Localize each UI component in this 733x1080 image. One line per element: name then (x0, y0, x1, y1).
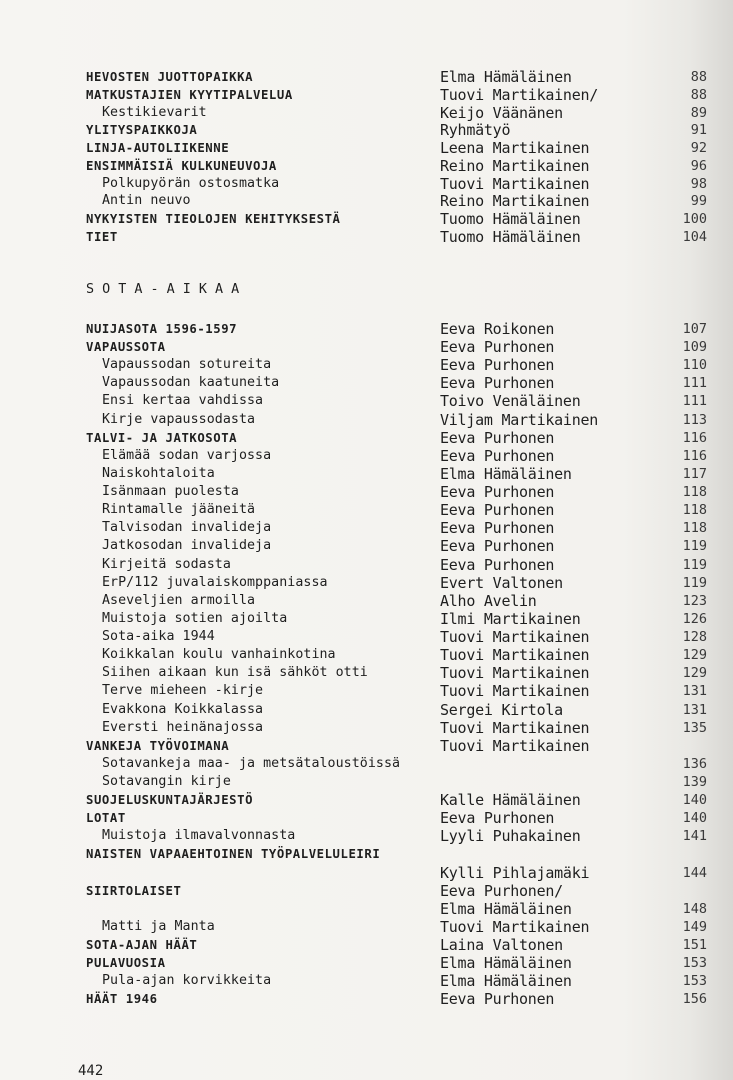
toc-entry-page: 119 (682, 556, 707, 573)
toc-entry-subtitle: ErP/112 juvalaiskomppaniassa (102, 574, 328, 590)
toc-entry-author: Ilmi Martikainen (440, 609, 581, 628)
toc-entry-author: Kylli Pihlajamäki (440, 863, 590, 882)
toc-entry-page: 123 (682, 592, 707, 609)
toc-entry-page: 109 (682, 339, 707, 356)
toc-entry-subtitle: Elämää sodan varjossa (102, 447, 272, 463)
toc-entry-page: 149 (682, 918, 707, 935)
toc-entry-page: 100 (682, 211, 707, 227)
toc-entry-author: Tuomo Hämäläinen (440, 210, 581, 228)
toc-entry (0, 210, 733, 228)
toc-entry-subtitle: Pula-ajan korvikkeita (102, 973, 272, 989)
toc-entry (0, 501, 733, 519)
toc-entry-title: ENSIMMÄISIÄ KULKUNEUVOJA (86, 158, 277, 173)
toc-entry-page: 128 (682, 629, 707, 646)
toc-entry (0, 104, 733, 122)
toc-entry (0, 646, 733, 664)
toc-entry-page: 118 (682, 520, 707, 537)
toc-entry-title: TALVI- JA JATKOSOTA (86, 430, 238, 445)
toc-entry-author: Tuomo Hämäläinen (440, 227, 581, 246)
toc-entry (0, 791, 733, 809)
toc-entry-author: Tuovi Martikainen/ (440, 85, 599, 104)
toc-entry-page: 136 (682, 755, 707, 772)
toc-entry-page: 104 (682, 228, 707, 245)
toc-entry-author: Tuovi Martikainen (440, 718, 590, 737)
toc-entry (0, 68, 733, 86)
toc-entry (0, 845, 733, 863)
toc-entry (0, 610, 733, 628)
toc-entry (0, 827, 733, 845)
toc-entry-page: 96 (690, 157, 707, 174)
toc-entry-page: 111 (682, 393, 707, 410)
toc-entry-author: Viljam Martikainen (440, 410, 599, 429)
toc-entry (0, 664, 733, 682)
toc-entry-title: SIIRTOLAISET (86, 883, 182, 898)
toc-entry-page: 92 (690, 140, 707, 156)
toc-entry (0, 447, 733, 465)
toc-entry-page: 129 (682, 665, 707, 682)
toc-entry-author: Sergei Kirtola (440, 700, 563, 719)
toc-entry-author: Tuovi Martikainen (440, 664, 590, 683)
toc-entry (0, 483, 733, 501)
toc-entry-title: SUOJELUSKUNTAJÄRJESTÖ (86, 793, 254, 808)
toc-entry-author: Elma Hämäläinen (440, 68, 572, 86)
toc-entry (0, 864, 733, 882)
toc-entry-subtitle: Aseveljien armoilla (102, 592, 256, 608)
toc-entry (0, 737, 733, 755)
toc-entry-author: Eeva Purhonen (440, 809, 555, 828)
toc-entry-subtitle: Sota-aika 1944 (102, 629, 215, 645)
toc-entry-subtitle: Antin neuvo (102, 193, 191, 209)
toc-entry-page: 141 (682, 828, 707, 845)
toc-entry-page: 88 (690, 86, 707, 103)
toc-entry (0, 537, 733, 555)
toc-entry (0, 356, 733, 374)
toc-entry (0, 574, 733, 592)
toc-entry-subtitle: Muistoja ilmavalvonnasta (102, 828, 296, 844)
toc-entry-author: Elma Hämäläinen (440, 899, 572, 918)
toc-entry-author: Eeva Purhonen (440, 990, 555, 1009)
toc-entry-author: Eeva Purhonen/ (440, 881, 563, 900)
page-number: 442 (78, 1063, 104, 1079)
toc-entry-page: 140 (682, 810, 707, 827)
toc-entry (0, 773, 733, 791)
toc-entry (0, 228, 733, 246)
toc-entry-title: NAISTEN VAPAAEHTOINEN TYÖPALVELULEIRI (86, 847, 381, 862)
toc-entry-title: NUIJASOTA 1596-1597 (86, 322, 238, 336)
toc-entry-subtitle: Matti ja Manta (102, 918, 215, 934)
toc-entry (0, 936, 733, 954)
toc-entry (0, 121, 733, 139)
toc-entry-page: 117 (682, 465, 707, 482)
toc-entry-page: 131 (682, 683, 707, 700)
toc-entry-page: 113 (682, 411, 707, 428)
toc-entry-subtitle: Sotavangin kirje (102, 774, 231, 789)
toc-entry-page: 144 (682, 864, 707, 881)
toc-entry-author: Reino Martikainen (440, 192, 590, 211)
toc-entry (0, 755, 733, 773)
toc-entry-page: 139 (682, 774, 707, 790)
toc-entry-author: Lyyli Puhakainen (440, 827, 581, 846)
toc-entry-page: 151 (682, 937, 707, 954)
toc-entry-subtitle: Vapaussodan sotureita (102, 357, 272, 373)
toc-entry-author: Alho Avelin (440, 591, 537, 610)
toc-entry-page: 118 (682, 502, 707, 519)
toc-entry-subtitle: Talvisodan invalideja (102, 520, 272, 536)
toc-entry-page: 88 (690, 69, 707, 85)
toc-entry-author: Leena Martikainen (440, 139, 590, 157)
toc-entry-author: Elma Hämäläinen (440, 954, 572, 973)
toc-entry-author: Eeva Purhonen (440, 483, 555, 502)
section-heading: S O T A - A I K A A (86, 282, 240, 297)
toc-entry (0, 374, 733, 392)
toc-entry-title: NYKYISTEN TIEOLOJEN KEHITYKSESTÄ (86, 212, 341, 226)
toc-entry-page: 119 (682, 574, 707, 591)
toc-entry (0, 954, 733, 972)
toc-entry-title: YLITYSPAIKKOJA (86, 123, 198, 138)
toc-entry-subtitle: Muistoja sotien ajoilta (102, 610, 288, 626)
toc-entry (0, 320, 733, 338)
toc-entry-page: 89 (690, 104, 707, 121)
toc-entry (0, 809, 733, 827)
toc-entry-subtitle: Rintamalle jääneitä (102, 502, 256, 518)
toc-entry-author: Eeva Purhonen (440, 555, 555, 574)
toc-entry-title: MATKUSTAJIEN KYYTIPALVELUA (86, 87, 293, 102)
toc-entry-subtitle: Terve mieheen -kirje (102, 683, 264, 699)
toc-entry (0, 882, 733, 900)
toc-entry-title: SOTA-AJAN HÄÄT (86, 938, 198, 953)
toc-entry-page: 135 (682, 719, 707, 736)
toc-entry-author: Elma Hämäläinen (440, 464, 572, 483)
toc-entry-subtitle: Ensi kertaa vahdissa (102, 393, 264, 409)
toc-entry-page: 140 (682, 792, 707, 809)
toc-entry-author: Eeva Roikonen (440, 320, 555, 338)
toc-entry (0, 465, 733, 483)
toc-entry-page: 148 (682, 900, 707, 917)
toc-entry (0, 918, 733, 936)
toc-entry (0, 392, 733, 410)
toc-entry-author: Eeva Purhonen (440, 338, 555, 357)
toc-entry (0, 338, 733, 356)
toc-entry (0, 628, 733, 646)
toc-entry-author: Tuovi Martikainen (440, 917, 590, 936)
toc-entry-title: TIET (86, 229, 118, 244)
toc-entry (0, 592, 733, 610)
toc-entry-subtitle: Siihen aikaan kun isä sähköt otti (102, 665, 368, 681)
toc-entry (0, 86, 733, 104)
toc-entry (0, 990, 733, 1008)
toc-entry-page: 129 (682, 647, 707, 664)
toc-entry-author: Tuovi Martikainen (440, 682, 590, 701)
toc-entry-subtitle: Isänmaan puolesta (102, 484, 239, 500)
toc-entry-page: 153 (682, 955, 707, 972)
toc-entry (0, 972, 733, 990)
toc-entry-title: PULAVUOSIA (86, 956, 166, 971)
toc-entry (0, 139, 733, 157)
toc-entry (0, 682, 733, 700)
toc-entry-author: Eeva Purhonen (440, 374, 555, 393)
toc-entry (0, 519, 733, 537)
toc-entry-author: Tuovi Martikainen (440, 628, 590, 647)
toc-entry-subtitle: Vapaussodan kaatuneita (102, 375, 280, 391)
toc-entry-page: 116 (682, 429, 707, 446)
toc-entry-subtitle: Polkupyörän ostosmatka (102, 175, 280, 191)
toc-entry-author: Toivo Venäläinen (440, 392, 581, 411)
toc-entry-page: 99 (690, 193, 707, 210)
toc-entry (0, 429, 733, 447)
toc-entry-subtitle: Evakkona Koikkalassa (102, 701, 264, 717)
toc-entry-subtitle: Kestikievarit (102, 104, 207, 120)
toc-entry-author: Reino Martikainen (440, 156, 590, 175)
toc-entry-title: LINJA-AUTOLIIKENNE (86, 141, 230, 155)
toc-entry-page: 126 (682, 610, 707, 627)
toc-entry-author: Evert Valtonen (440, 573, 563, 592)
toc-entry-page: 110 (682, 357, 707, 374)
toc-entry-page: 131 (682, 701, 707, 718)
toc-entry-author: Keijo Väänänen (440, 103, 563, 122)
toc-entry-page: 118 (682, 484, 707, 501)
toc-entry-page: 98 (690, 175, 707, 192)
toc-entry-author: Kalle Hämäläinen (440, 791, 581, 810)
toc-entry-subtitle: Eversti heinänajossa (102, 719, 264, 735)
toc-entry (0, 900, 733, 918)
toc-entry-page: 91 (690, 122, 707, 139)
toc-entry-subtitle: Koikkalan koulu vanhainkotina (102, 647, 336, 663)
toc-entry-page: 156 (682, 991, 707, 1008)
toc-entry-author: Eeva Purhonen (440, 519, 555, 538)
toc-entry (0, 175, 733, 193)
toc-entry-title: HÄÄT 1946 (86, 992, 158, 1007)
toc-entry-title: HEVOSTEN JUOTTOPAIKKA (86, 70, 254, 84)
toc-entry-author: Laina Valtonen (440, 936, 563, 955)
toc-entry-author: Ryhmätyö (440, 121, 511, 140)
toc-entry (0, 411, 733, 429)
toc-entry (0, 701, 733, 719)
toc-entry-subtitle: Naiskohtaloita (102, 465, 215, 481)
toc-entry-author: Tuovi Martikainen (440, 646, 590, 665)
toc-entry-author: Elma Hämäläinen (440, 972, 572, 991)
toc-entry-author: Eeva Purhonen (440, 356, 555, 375)
toc-entry-page: 116 (682, 447, 707, 464)
toc-entry-author: Tuovi Martikainen (440, 736, 590, 755)
toc-entry-page: 119 (682, 538, 707, 555)
toc-entry-author: Eeva Purhonen (440, 501, 555, 520)
toc-entry (0, 719, 733, 737)
toc-entry-subtitle: Kirjeitä sodasta (102, 556, 231, 572)
toc-entry-page: 111 (682, 375, 707, 392)
toc-entry-author: Eeva Purhonen (440, 428, 555, 447)
toc-entry-title: VANKEJA TYÖVOIMANA (86, 738, 230, 753)
toc-entry-page: 107 (682, 321, 707, 337)
toc-entry (0, 556, 733, 574)
toc-entry-subtitle: Sotavankeja maa- ja metsätaloustöissä (102, 755, 401, 771)
toc-entry-subtitle: Kirje vapaussodasta (102, 411, 256, 427)
toc-entry-title: LOTAT (86, 811, 126, 826)
toc-entry-author: Eeva Purhonen (440, 446, 555, 465)
toc-entry-author: Tuovi Martikainen (440, 174, 590, 193)
toc-entry-title: VAPAUSSOTA (86, 340, 166, 355)
toc-entry-page: 153 (682, 973, 707, 990)
toc-entry-subtitle: Jatkosodan invalideja (102, 538, 272, 554)
toc-entry-author: Eeva Purhonen (440, 537, 555, 556)
toc-entry (0, 157, 733, 175)
toc-entry (0, 192, 733, 210)
